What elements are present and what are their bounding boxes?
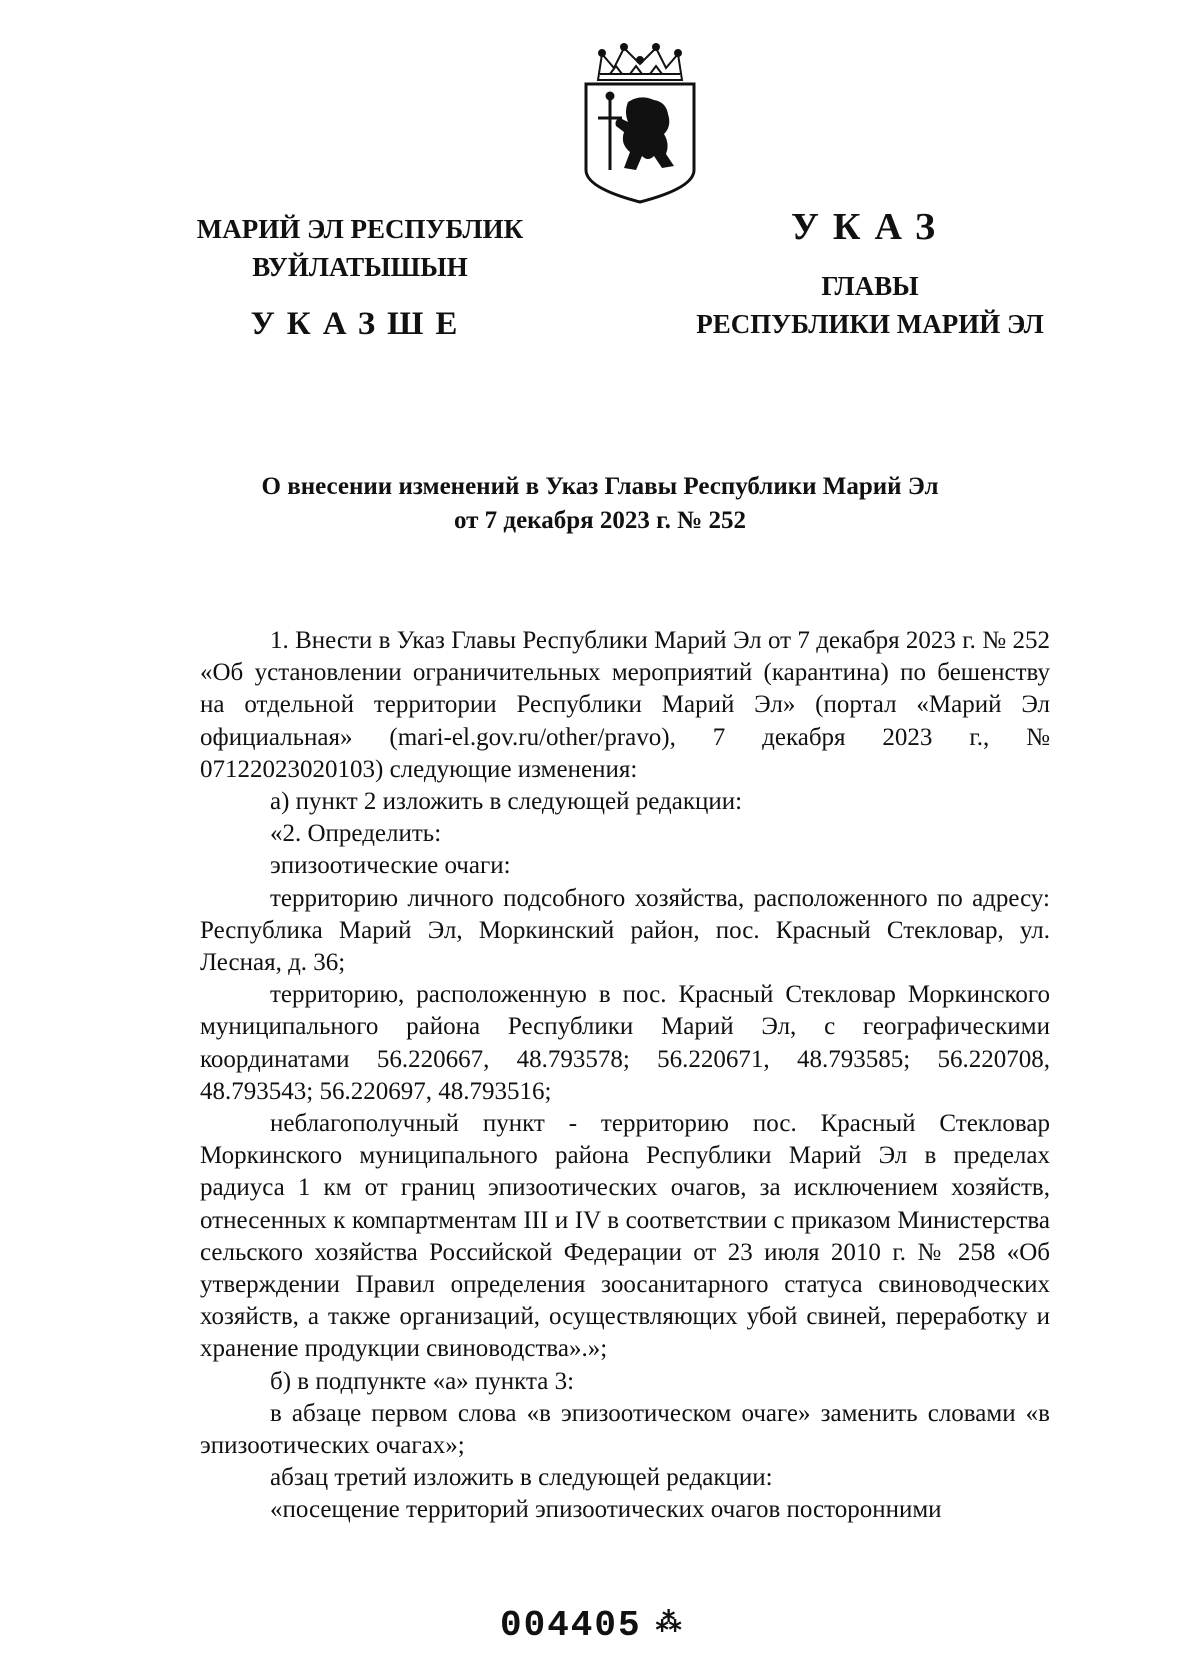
body-paragraph: б) в подпункте «а» пункта 3:	[270, 1367, 575, 1395]
document-title-line1: О внесении изменений в Указ Главы Республики Марий Эл	[261, 473, 939, 500]
document-title	[150, 470, 1050, 538]
body-paragraph: неблагополучный пункт - территорию пос. Красный Стекловар Моркинского муниципального района Республики Марий Эл в пределах радиуса 1 км от границ эпизоотических очагов, за исключением хозяйств, отнесенных к компартментам III и IV в соответствии с приказом Министерства сельского хозяйства Российской Федерации от 23 июля 2010 г. № 258 «Об утверждении Правил определения зоосанитарного статуса свиноводческих хозяйств, а также организаций, осуществляющих убой свиней, переработку и хранение продукции свиноводства».»;	[200, 1110, 1050, 1363]
header-left-block	[180, 210, 540, 343]
header-right-line2: ГЛАВЫ	[821, 271, 919, 301]
body-paragraph: в абзаце первом слова «в эпизоотическом очаге» заменить словами «в эпизоотических очагах»;	[200, 1399, 1050, 1460]
document-body	[200, 625, 1050, 1527]
header-right-line3: РЕСПУБЛИКИ МАРИЙ ЭЛ	[696, 309, 1044, 339]
document-title-line2: от 7 декабря 2023 г. № 252	[453, 507, 747, 534]
header-right-title: УКАЗ	[791, 206, 949, 248]
coat-of-arms-emblem	[580, 40, 700, 205]
header-left-line1: МАРИЙ ЭЛ РЕСПУБЛИК	[196, 214, 524, 244]
header-right-block	[670, 205, 1070, 343]
body-paragraph: «2. Определить:	[270, 820, 442, 848]
body-paragraph: территорию, расположенную в пос. Красный Стекловар Моркинского муниципального района Республики Марий Эл, с географическими координатами 56.220667, 48.793578; 56.220671, 48.793585; 56.220708, 48.793543; 56.220697, 48.793516;	[200, 981, 1050, 1105]
body-paragraph: «посещение территорий эпизоотических очагов посторонними	[270, 1496, 942, 1524]
body-paragraph: а) пункт 2 изложить в следующей редакции:	[270, 788, 743, 816]
crown-icon	[598, 44, 682, 80]
body-paragraph: эпизоотические очаги:	[270, 852, 511, 880]
body-paragraph: территорию личного подсобного хозяйства, расположенного по адресу: Республика Марий Эл, Моркинский район, пос. Красный Стекловар, ул. Лесная, д. 36;	[200, 884, 1050, 977]
document-serial-number	[500, 1605, 684, 1646]
body-paragraph: абзац третий изложить в следующей редакции:	[270, 1464, 773, 1492]
serial-number: 004405	[500, 1605, 642, 1646]
header-left-title: УКАЗШЕ	[250, 306, 470, 342]
header-left-line2: ВУЙЛАТЫШЫН	[252, 252, 468, 282]
body-paragraph: 1. Внести в Указ Главы Республики Марий Эл от 7 декабря 2023 г. № 252 «Об установлении ограничительных мероприятий (карантина) по бешенству на отдельной территории Республики Марий Эл» (портал «Марий Эл официальная» (mari-el.gov.ru/other/pravo), 7 декабря 2023 г., № 07122023020103) следующие изменения:	[200, 627, 1050, 783]
serial-mark: ⁂	[655, 1609, 684, 1639]
